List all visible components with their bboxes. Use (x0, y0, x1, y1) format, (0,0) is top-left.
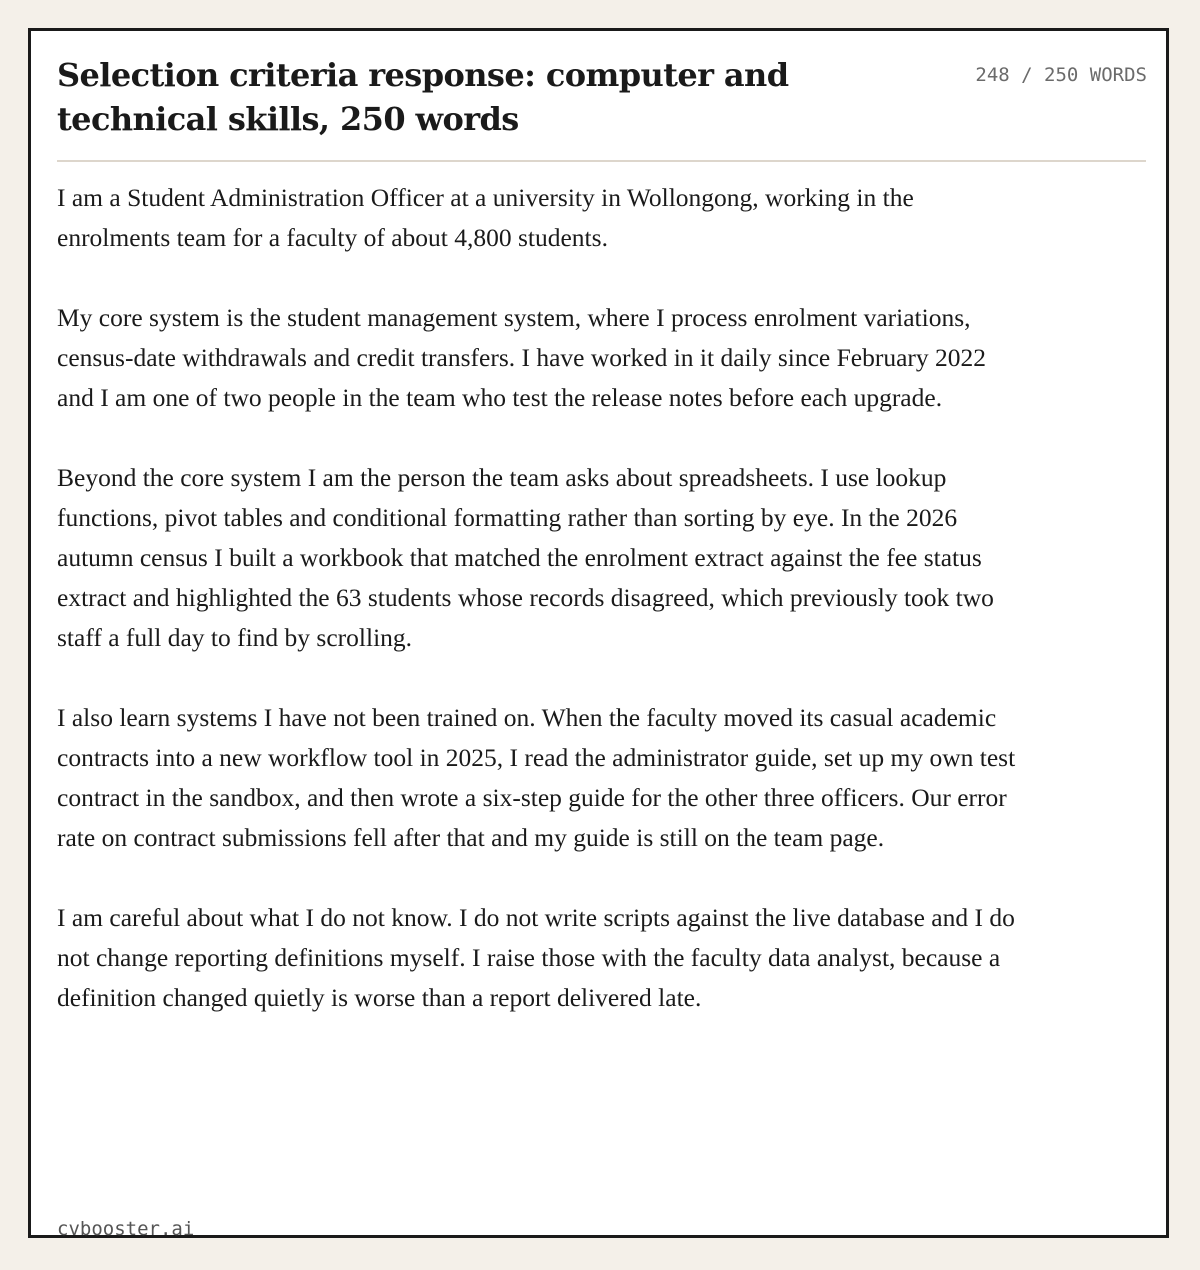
page-title: Selection criteria response: computer and technical skills, 250 words (57, 56, 789, 138)
word-count-badge: 248 / 250 WORDS (975, 64, 1147, 86)
paragraph-limits: I am careful about what I do not know. I do not write scripts against the live database and I do not change reporting definitions myself. I raise those with the faculty data analyst, because a definition changed quietly is worse than a report delivered late. (57, 903, 1015, 1012)
brand-footer: cvbooster.ai (57, 1218, 195, 1240)
paragraph-role: I am a Student Administration Officer at a university in Wollongong, working in the enrolments team for a faculty of about 4,800 students. (57, 183, 914, 252)
response-body (57, 178, 1017, 1058)
header-divider (57, 160, 1146, 162)
response-card (28, 28, 1169, 1238)
paragraph-learning-systems: I also learn systems I have not been trained on. When the faculty moved its casual academic contracts into a new workflow tool in 2025, I read the administrator guide, set up my own test contract in the sandbox, and then wrote a six-step guide for the other three officers. Our error rate on contract submissions fell after that and my guide is still on the team page. (57, 703, 1016, 852)
paragraph-core-system: My core system is the student management system, where I process enrolment variations, census-date withdrawals and credit transfers. I have worked in it daily since February 2022 and I am one of two people in the team who test the release notes before each upgrade. (57, 303, 987, 412)
card-header (57, 53, 1147, 163)
paragraph-spreadsheets: Beyond the core system I am the person the team asks about spreadsheets. I use lookup functions, pivot tables and conditional formatting rather than sorting by eye. In the 2026 autumn census I built a workbook that matched the enrolment extract against the fee status extract and highlighted the 63 students whose records disagreed, which previously took two staff a full day to find by scrolling. (57, 463, 994, 652)
